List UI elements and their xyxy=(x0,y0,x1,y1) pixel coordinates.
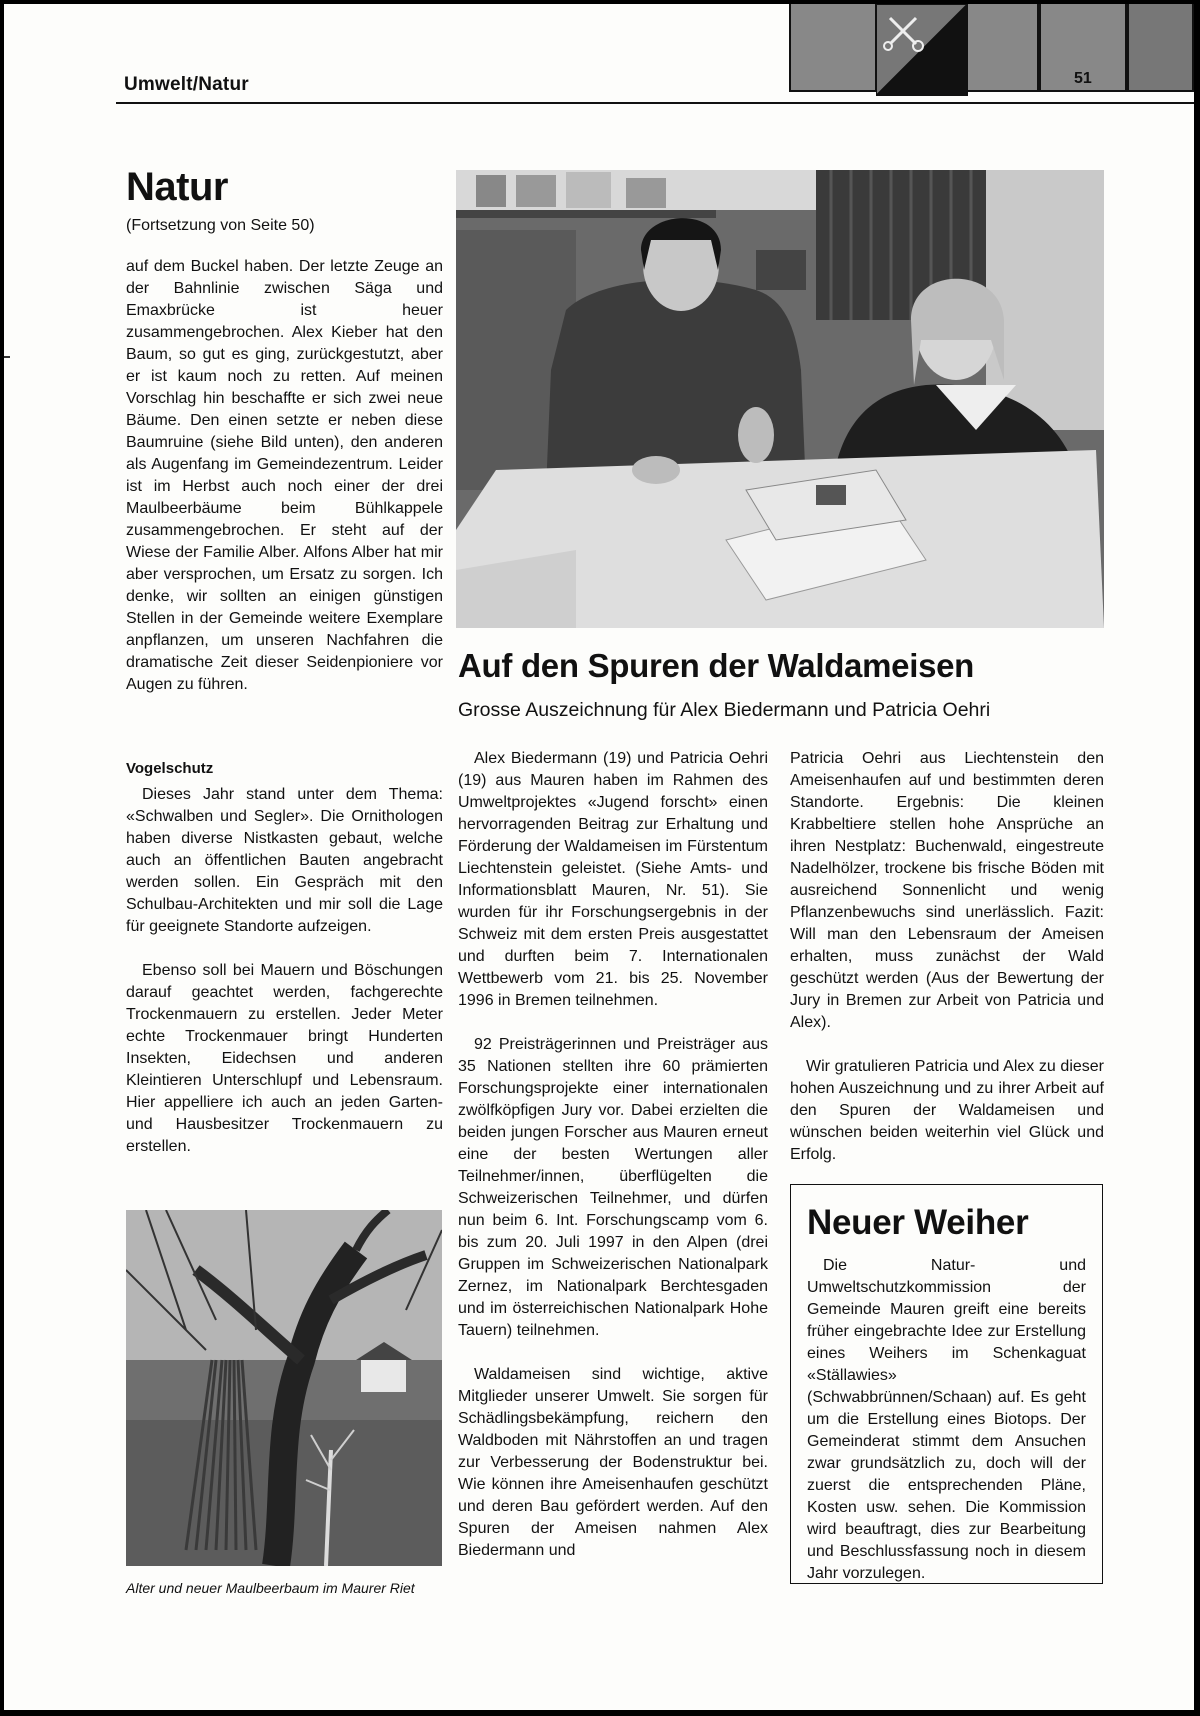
header-tabs xyxy=(789,4,1194,102)
box-text: Die Natur- und Umweltschutzkommission der Gemeinde Mauren greift eine bereits früher eingebrachte Idee zur Erstellung eines Weihers im Schenkaguat «Ställawies» (Schwabbrünnen/Schaan) auf. Es geht um die Erstellung eines Biotops. Der Gemeinderat stimmt dem Ansuchen zwar grundsätzlich zu, doch will der zuerst die entsprechenden Pläne, Kosten usw. sehen. Die Kommission wird beauftragt, dies zur Bearbeitung und Beschlussfassung noch in diesem Jahr vorzulegen. xyxy=(807,1257,1086,1582)
page-title: Natur xyxy=(126,165,228,209)
paragraph: Patricia Oehri aus Liechtenstein den Ameisenhaufen auf und bestimmten deren Standorte. Ergebnis: Die kleinen Krabbeltiere stellen hohe Ansprüche an ihren Nestplatz: Buchenwald, eingestreute Nadelhölzer, trockene bis frische Böden mit ausreichend Sonnenlicht und wenig Pflanzenbewuchs sind unerlässlich. Fazit: Will man den Lebensraum der Ameisen erhalten, muss zunächst der Wald geschützt werden (Aus der Bewertung der Jury in Bremen zur Arbeit von Patricia und Alex). xyxy=(790,750,1104,1031)
natur-text xyxy=(126,256,443,718)
paragraph: 92 Preisträgerinnen und Preisträger aus 35 Nationen stellten ihre 60 prämierten Forschungsprojekte einer internationalen zwölfköpfigen Jury vor. Dabei erzielten die beiden jungen Forscher aus Mauren erneut eine der besten Wertungen aller Teilnehmer/innen, überflügelten die Schweizerischen Teilnehmer, und dürfen nun beim 6. Int. Forschungscamp vom 6. bis zum 20. Juli 1997 in den Alpen (drei Gruppen im Schweizerischen Nationalpark Zernez, im Nationalpark Berchtesgaden und im österreichischen Nationalpark Hohe Tauern) teilnehmen. xyxy=(458,1036,768,1339)
mulberry-tree-photo xyxy=(126,1210,442,1566)
section-label: Umwelt/Natur xyxy=(124,74,249,95)
students-photo xyxy=(456,170,1104,628)
box-title: Neuer Weiher xyxy=(807,1203,1029,1242)
article-column-2 xyxy=(790,748,1104,1188)
neuer-weiher-box xyxy=(790,1184,1103,1584)
photo-caption: Alter und neuer Maulbeerbaum im Maurer Riet xyxy=(126,1580,415,1596)
vogelschutz-text xyxy=(126,784,443,1180)
paragraph: Ebenso soll bei Mauern und Böschungen darauf geachtet werden, fachgerechte Trockenmauern zu erstellen. Jeder Meter echte Trockenmauer bringt Hunderten Insekten, Eidechsen und anderen Kleintieren Unterschlupf und Lebensraum. Hier appelliere ich auch an jeden Garten- und Hausbesitzer Trockenmauern zu erstellen. xyxy=(126,962,443,1155)
box-text-wrap xyxy=(807,1255,1086,1585)
crossed-keys-icon xyxy=(876,4,968,96)
paragraph: Wir gratulieren Patricia und Alex zu dieser hohen Auszeichnung und zu ihrer Arbeit auf den Spuren der Waldameisen und wünschen beiden weiterhin viel Glück und Erfolg. xyxy=(790,1058,1104,1163)
continuation-note: (Fortsetzung von Seite 50) xyxy=(126,217,315,234)
article-subtitle: Grosse Auszeichnung für Alex Biedermann und Patricia Oehri xyxy=(458,699,991,721)
paragraph: Alex Biedermann (19) und Patricia Oehri (19) aus Mauren haben im Rahmen des Umweltprojektes «Jugend forscht» einen hervorragenden Beitrag zur Erhaltung und Förderung der Waldameisen im Fürstentum Liechtenstein geleistet. (Siehe Amts- und Informationsblatt Mauren, Nr. 51). Sie wurden für ihr Forschungsergebnis in der Schweiz mit dem ersten Preis ausgestattet und durften beim 7. Internationalen Wettbewerb vom 21. bis 25. November 1996 in Bremen teilnehmen. xyxy=(458,750,768,1009)
page-number: 51 xyxy=(1074,70,1092,87)
header-tab xyxy=(789,4,877,92)
header-rule xyxy=(116,102,1194,104)
margin-mark xyxy=(4,356,10,358)
paragraph: Waldameisen sind wichtige, aktive Mitglieder unserer Umwelt. Sie sorgen für Schädlingsbekämpfung, reichern den Waldboden mit Nährstoffen an und tragen zur Verbesserung der Bodenstruktur bei. Wie können ihre Ameisenhaufen geschützt und deren Bau gefördert werden. Auf den Spuren der Ameisen nahmen Alex Biedermann und xyxy=(458,1366,768,1559)
header-tab xyxy=(965,4,1039,92)
paragraph: auf dem Buckel haben. Der letzte Zeuge an der Bahnlinie zwischen Säga und Emaxbrücke ist heuer zusammengebrochen. Alex Kieber hat den Baum, so gut es ging, zurückgestutzt, aber er ist kaum noch zu retten. Auf meinen Vorschlag hin beschaffte er sich zwei neue Bäume. Den einen setzte er neben diese Baumruine (siehe Bild unten), den anderen als Augenfang im Gemeindezentrum. Leider ist im Herbst auch noch einer der drei Maulbeerbäume beim Bühlkappele zusammengebrochen. Er steht auf der Wiese der Familie Alber. Alfons Alber hat mir aber versprochen, um Ersatz zu sorgen. Ich denke, wir sollten an einigen günstigen Stellen in der Gemeinde weitere Exemplare anpflanzen, um unseren Nachfahren die dramatische Zeit dieser Seidenpioniere vor Augen zu führen. xyxy=(126,258,443,693)
header-tab xyxy=(1127,4,1194,92)
article-title: Auf den Spuren der Waldameisen xyxy=(458,647,975,684)
magazine-page xyxy=(4,4,1194,1710)
article-column-1 xyxy=(458,748,768,1584)
paragraph: Dieses Jahr stand unter dem Thema: «Schwalben und Segler». Die Ornithologen haben diverse Nistkasten gebaut, welche auch an öffentlichen Bauten angebracht werden sollen. Ein Gespräch mit den Schulbau-Architekten und mir soll die Lage für geeignete Standorte aufzeigen. xyxy=(126,786,443,935)
vogelschutz-heading: Vogelschutz xyxy=(126,760,214,777)
natur-heading-block xyxy=(126,164,443,236)
